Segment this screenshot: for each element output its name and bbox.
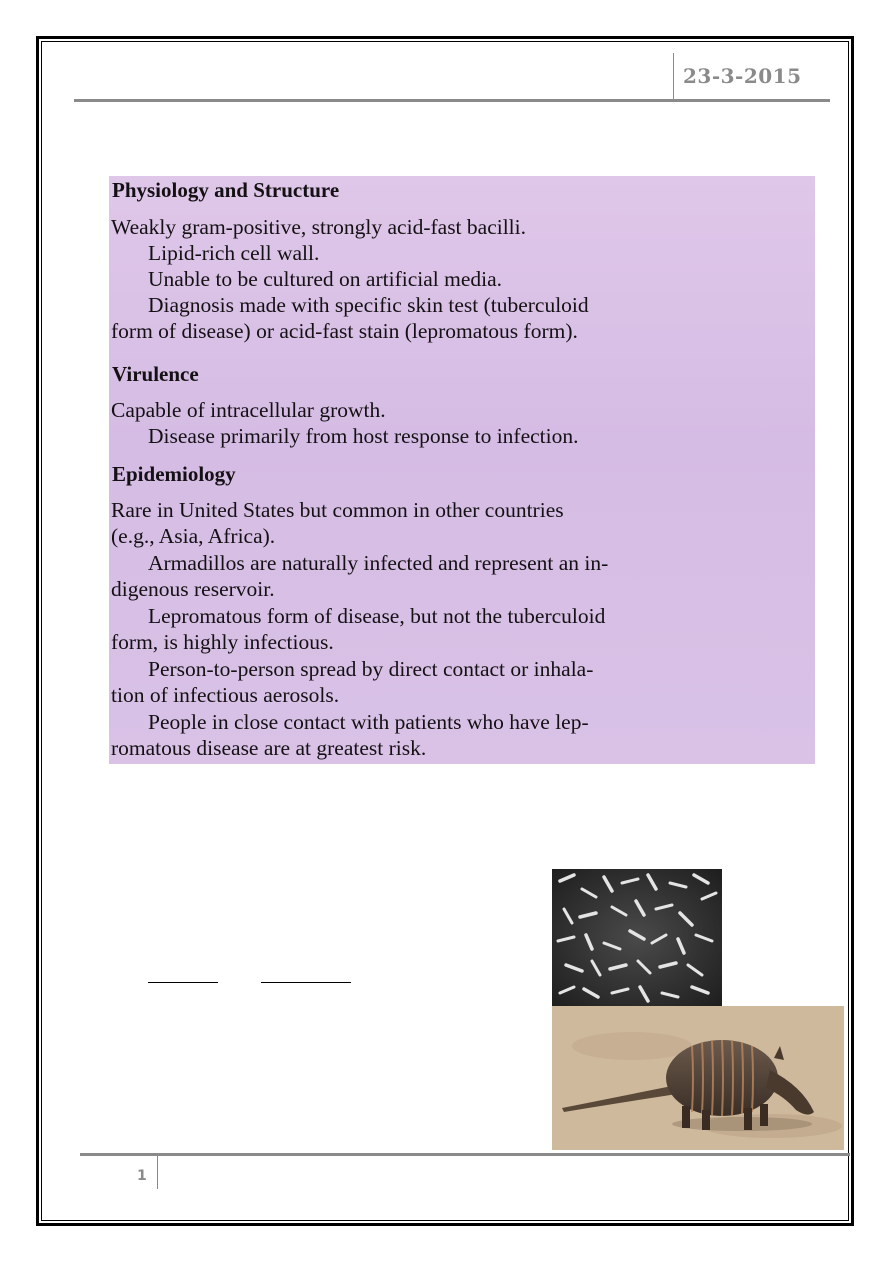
- text-line: tion of infectious aerosols.: [111, 683, 340, 707]
- blank-underline: [148, 982, 218, 983]
- bacilli-micrograph-image: [552, 869, 722, 1007]
- text-line: Lipid-rich cell wall.: [148, 241, 320, 265]
- header-date: 23-3-2015: [683, 64, 802, 88]
- blank-underline: [261, 982, 351, 983]
- text-line: Lepromatous form of disease, but not the tuberculoid: [148, 604, 606, 628]
- text-line: Armadillos are naturally infected and represent an in-: [148, 551, 609, 575]
- text-line: Disease primarily from host response to infection.: [148, 424, 579, 448]
- section-heading-virulence: Virulence: [112, 362, 199, 386]
- page-number: 1: [137, 1168, 147, 1184]
- text-line: Rare in United States but common in other countries: [111, 498, 564, 522]
- footer-divider: [157, 1155, 158, 1189]
- header-rule: [74, 99, 830, 102]
- text-line: romatous disease are at greatest risk.: [111, 736, 427, 760]
- armadillo-graphic: [552, 1006, 844, 1150]
- section-heading-physiology: Physiology and Structure: [112, 178, 340, 202]
- text-line: Diagnosis made with specific skin test (tuberculoid: [148, 293, 589, 317]
- text-line: digenous reservoir.: [111, 577, 275, 601]
- section-heading-epidemiology: Epidemiology: [112, 462, 236, 486]
- text-line: Weakly gram-positive, strongly acid-fast bacilli.: [111, 215, 527, 239]
- scanned-textbook-excerpt: [109, 176, 815, 764]
- armadillo-photo: [552, 1006, 844, 1150]
- text-line: Person-to-person spread by direct contact or inhala-: [148, 657, 594, 681]
- text-line: Capable of intracellular growth.: [111, 398, 386, 422]
- text-line: form of disease) or acid-fast stain (lepromatous form).: [111, 319, 578, 343]
- bacilli-micrograph-graphic: [552, 869, 722, 1007]
- text-line: People in close contact with patients who have lep-: [148, 710, 589, 734]
- footer-rule: [80, 1153, 850, 1156]
- header-divider: [673, 53, 674, 100]
- text-line: Unable to be cultured on artificial media.: [148, 267, 503, 291]
- text-line: form, is highly infectious.: [111, 630, 334, 654]
- text-line: (e.g., Asia, Africa).: [111, 524, 276, 548]
